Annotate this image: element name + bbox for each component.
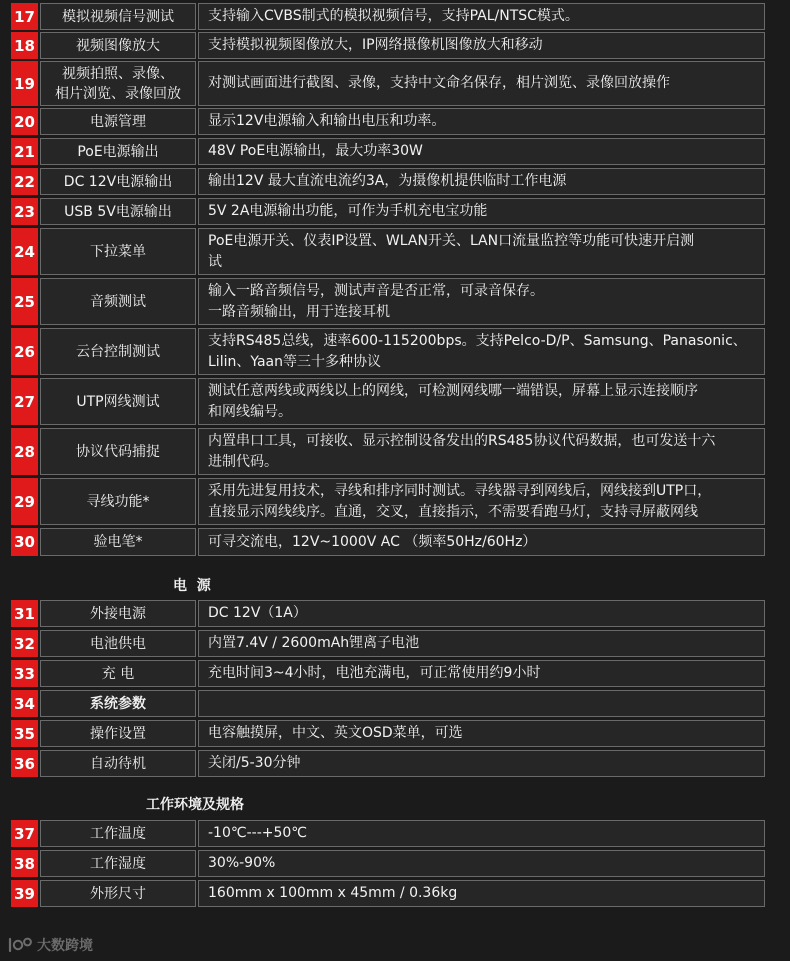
row-number: 37 xyxy=(11,820,38,847)
spec-desc xyxy=(198,690,765,717)
row-number: 17 xyxy=(11,3,38,30)
spec-name: 视频图像放大 xyxy=(40,32,196,59)
spec-row xyxy=(11,478,765,525)
spec-desc: 内置串口工具，可接收、显示控制设备发出的RS485协议代码数据，也可发送十六 进制代码。 xyxy=(198,428,765,475)
row-number: 38 xyxy=(11,850,38,877)
spec-name: 工作温度 xyxy=(40,820,196,847)
row-number: 29 xyxy=(11,478,38,525)
row-number: 27 xyxy=(11,378,38,425)
spec-desc: 输出12V 最大直流电流约3A，为摄像机提供临时工作电源 xyxy=(198,168,765,195)
spec-desc: 内置7.4V / 2600mAh锂离子电池 xyxy=(198,630,765,657)
spec-desc: 采用先进复用技术，寻线和排序同时测试。寻线器寻到网线后，网线接到UTP口， 直接显示网线线序。直通，交叉，直接指示，不需要看跑马灯，支持寻屏蔽网线 xyxy=(198,478,765,525)
spec-name: 验电笔* xyxy=(40,528,196,556)
spec-row xyxy=(11,600,765,627)
spec-desc: 关闭/5-30分钟 xyxy=(198,750,765,777)
row-number: 28 xyxy=(11,428,38,475)
spec-name: UTP网线测试 xyxy=(40,378,196,425)
spec-name: 工作湿度 xyxy=(40,850,196,877)
spec-row xyxy=(11,630,765,657)
spec-desc: 电容触摸屏，中文、英文OSD菜单，可选 xyxy=(198,720,765,747)
brand-watermark xyxy=(8,934,93,956)
row-number: 39 xyxy=(11,880,38,907)
spec-name: 电源管理 xyxy=(40,108,196,135)
spec-row xyxy=(11,690,765,717)
spec-name: 外形尺寸 xyxy=(40,880,196,907)
spec-name: 系统参数 xyxy=(40,690,196,717)
spec-name: 自动待机 xyxy=(40,750,196,777)
row-number: 20 xyxy=(11,108,38,135)
spec-desc: 测试任意两线或两线以上的网线，可检测网线哪一端错误，屏幕上显示连接顺序 和网线编号。 xyxy=(198,378,765,425)
spec-row xyxy=(11,32,765,59)
row-number: 24 xyxy=(11,228,38,275)
spec-desc: 支持模拟视频图像放大，IP网络摄像机图像放大和移动 xyxy=(198,32,765,59)
spec-row xyxy=(11,750,765,777)
spec-row xyxy=(11,138,765,165)
spec-desc: 30%-90% xyxy=(198,850,765,877)
spec-desc: 对测试画面进行截图、录像，支持中文命名保存，相片浏览、录像回放操作 xyxy=(198,61,765,106)
spec-name: 外接电源 xyxy=(40,600,196,627)
row-number: 34 xyxy=(11,690,38,717)
row-number: 18 xyxy=(11,32,38,59)
spec-row xyxy=(11,3,765,30)
spec-name: 协议代码捕捉 xyxy=(40,428,196,475)
row-number: 23 xyxy=(11,198,38,225)
row-number: 25 xyxy=(11,278,38,325)
spec-name: 充 电 xyxy=(40,660,196,687)
row-number: 21 xyxy=(11,138,38,165)
spec-desc: 支持RS485总线，速率600-115200bps。支持Pelco-D/P、Samsung、Panasonic、 Lilin、Yaan等三十多种协议 xyxy=(198,328,765,375)
spec-name: 视频拍照、录像、 相片浏览、录像回放 xyxy=(40,61,196,106)
spec-name: DC 12V电源输出 xyxy=(40,168,196,195)
spec-desc: -10℃---+50℃ xyxy=(198,820,765,847)
row-number: 31 xyxy=(11,600,38,627)
section-heading-power: 电 源 xyxy=(173,578,211,594)
spec-row xyxy=(11,228,765,275)
spec-desc: 可寻交流电，12V~1000V AC （频率50Hz/60Hz） xyxy=(198,528,765,556)
spec-desc: 充电时间3~4小时，电池充满电，可正常使用约9小时 xyxy=(198,660,765,687)
row-number: 30 xyxy=(11,528,38,556)
spec-row xyxy=(11,820,765,847)
spec-name: 下拉菜单 xyxy=(40,228,196,275)
spec-row xyxy=(11,378,765,425)
spec-row xyxy=(11,278,765,325)
spec-name: 模拟视频信号测试 xyxy=(40,3,196,30)
spec-name: 电池供电 xyxy=(40,630,196,657)
spec-name: 操作设置 xyxy=(40,720,196,747)
spec-desc: 5V 2A电源输出功能，可作为手机充电宝功能 xyxy=(198,198,765,225)
spec-desc: 48V PoE电源输出，最大功率30W xyxy=(198,138,765,165)
row-number: 33 xyxy=(11,660,38,687)
spec-name: 云台控制测试 xyxy=(40,328,196,375)
spec-row xyxy=(11,428,765,475)
row-number: 32 xyxy=(11,630,38,657)
spec-row xyxy=(11,660,765,687)
spec-row xyxy=(11,850,765,877)
row-number: 26 xyxy=(11,328,38,375)
spec-name: 寻线功能* xyxy=(40,478,196,525)
spec-row xyxy=(11,720,765,747)
brand-logo-icon xyxy=(8,936,34,954)
spec-row xyxy=(11,328,765,375)
spec-desc: 输入一路音频信号，测试声音是否正常，可录音保存。 一路音频输出，用于连接耳机 xyxy=(198,278,765,325)
spec-name: 音频测试 xyxy=(40,278,196,325)
spec-row xyxy=(11,880,765,907)
spec-desc: 支持输入CVBS制式的模拟视频信号，支持PAL/NTSC模式。 xyxy=(198,3,765,30)
spec-desc: PoE电源开关、仪表IP设置、WLAN开关、LAN口流量监控等功能可快速开启测 试 xyxy=(198,228,765,275)
row-number: 36 xyxy=(11,750,38,777)
spec-row xyxy=(11,108,765,135)
row-number: 22 xyxy=(11,168,38,195)
spec-row xyxy=(11,61,765,106)
spec-row xyxy=(11,168,765,195)
spec-row xyxy=(11,528,765,556)
spec-name: USB 5V电源输出 xyxy=(40,198,196,225)
row-number: 35 xyxy=(11,720,38,747)
spec-desc: DC 12V（1A） xyxy=(198,600,765,627)
spec-row xyxy=(11,198,765,225)
section-heading-environment: 工作环境及规格 xyxy=(146,797,244,813)
brand-name: 大数跨境 xyxy=(37,938,93,954)
row-number: 19 xyxy=(11,61,38,106)
spec-name: PoE电源输出 xyxy=(40,138,196,165)
spec-desc: 显示12V电源输入和输出电压和功率。 xyxy=(198,108,765,135)
spec-desc: 160mm x 100mm x 45mm / 0.36kg xyxy=(198,880,765,907)
